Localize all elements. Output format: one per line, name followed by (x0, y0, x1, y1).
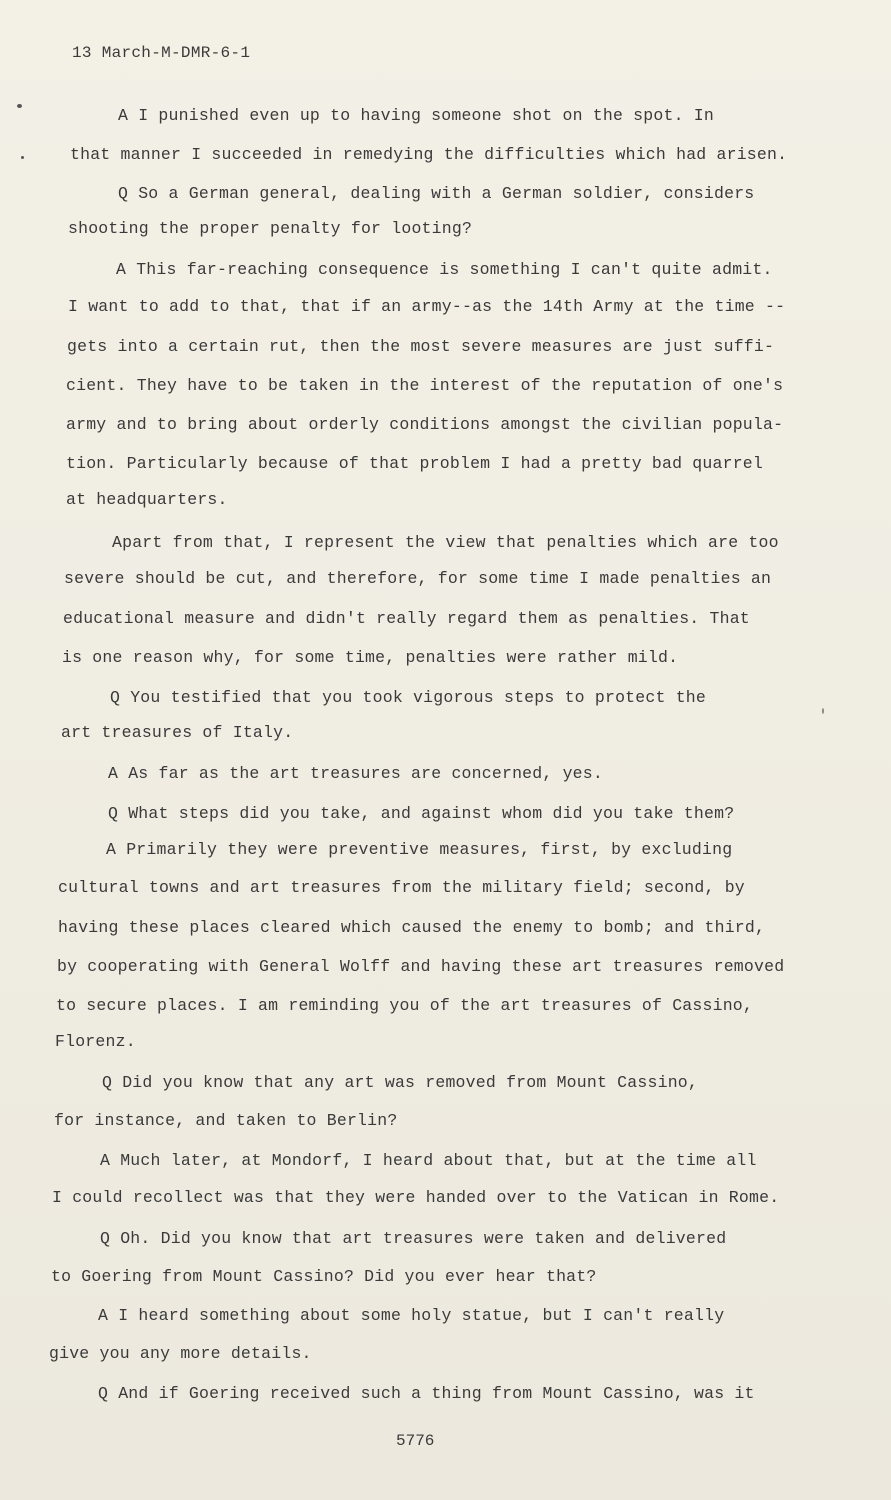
text-line: Q You testified that you took vigorous steps to protect the (110, 688, 706, 707)
text-line: give you any more details. (49, 1344, 312, 1363)
paper-speck (21, 156, 24, 159)
text-line: shooting the proper penalty for looting? (68, 219, 473, 238)
text-line: Florenz. (55, 1032, 136, 1051)
text-line: A Much later, at Mondorf, I heard about that, but at the time all (100, 1151, 757, 1170)
text-line: tion. Particularly because of that problem I had a pretty bad quarrel (66, 454, 764, 473)
text-line: cultural towns and art treasures from the military field; second, by (58, 878, 745, 897)
paper-speck (17, 104, 22, 108)
text-line: Q And if Goering received such a thing from Mount Cassino, was it (98, 1384, 755, 1403)
page-number: 5776 (396, 1432, 435, 1450)
text-line: having these places cleared which caused the enemy to bomb; and third, (58, 918, 766, 937)
text-line: A I punished even up to having someone shot on the spot. In (118, 106, 714, 125)
text-line: Q What steps did you take, and against whom did you take them? (108, 804, 735, 823)
text-line: to Goering from Mount Cassino? Did you ever hear that? (51, 1267, 597, 1286)
text-line: educational measure and didn't really regard them as penalties. That (63, 609, 750, 628)
text-line: A As far as the art treasures are concerned, yes. (108, 764, 603, 783)
text-line: I want to add to that, that if an army--as the 14th Army at the time -- (68, 297, 786, 316)
document-header: 13 March-M-DMR-6-1 (72, 44, 251, 62)
text-line: is one reason why, for some time, penalties were rather mild. (62, 648, 679, 667)
text-line: by cooperating with General Wolff and having these art treasures removed (57, 957, 785, 976)
text-line: art treasures of Italy. (61, 723, 294, 742)
text-line: Q Did you know that any art was removed from Mount Cassino, (102, 1073, 698, 1092)
text-line: cient. They have to be taken in the interest of the reputation of one's (66, 376, 784, 395)
text-line: severe should be cut, and therefore, for some time I made penalties an (64, 569, 772, 588)
paper-speck (822, 708, 824, 714)
text-line: Q So a German general, dealing with a German soldier, considers (118, 184, 755, 203)
text-line: for instance, and taken to Berlin? (54, 1111, 398, 1130)
text-line: A I heard something about some holy statue, but I can't really (98, 1306, 725, 1325)
text-line: I could recollect was that they were handed over to the Vatican in Rome. (52, 1188, 780, 1207)
text-line: gets into a certain rut, then the most severe measures are just suffi- (67, 337, 775, 356)
text-line: at headquarters. (66, 490, 228, 509)
text-line: to secure places. I am reminding you of the art treasures of Cassino, (56, 996, 754, 1015)
text-line: army and to bring about orderly conditions amongst the civilian popula- (66, 415, 784, 434)
text-line: that manner I succeeded in remedying the difficulties which had arisen. (70, 145, 788, 164)
text-line: A This far-reaching consequence is something I can't quite admit. (116, 260, 773, 279)
text-line: A Primarily they were preventive measures, first, by excluding (106, 840, 733, 859)
text-line: Apart from that, I represent the view that penalties which are too (112, 533, 779, 552)
text-line: Q Oh. Did you know that art treasures were taken and delivered (100, 1229, 727, 1248)
